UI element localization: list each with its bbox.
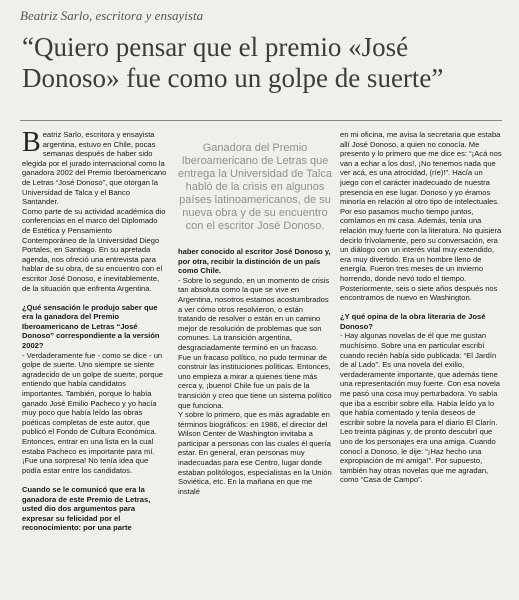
answer: - Verdaderamente fue - como se dice - un golpe de suerte. Uno siempre se siente agradecido de un golpe de suerte, porque entiendo que había candidatos importantes. También, porque lo había ganado José Emilio Pacheco y yo hacía muy poco que había leído las obras poéticas completas de este autor, que publicó el Fondo de Cultura Económica. Entonces, entrar en una lista en la cual estaba Pacheco es importante para mí. ¡Fue una sorpresa! No tenía idea que podía estar entre los candidatos. <box>22 350 164 475</box>
question-continued: haber conocido al escritor José Donoso y, por otra, recibir la distinción de un país como Chile. <box>178 247 331 276</box>
intro-paragraph <box>22 130 168 207</box>
column-2 <box>178 130 332 590</box>
answer: Y sobre lo primero, que es más agradable en términos biográficos: en 1986, el director del Wilson Center de Washington invitaba a participar a personas con las cuales él quería estar. En general, eran personas muy inadecuadas para ese Centro, lugar donde estaban politólogos, especialistas en la Unión Soviética, etc. En la mañana en que me instalé <box>178 410 332 496</box>
kicker: Beatriz Sarlo, escritora y ensayista <box>20 8 204 23</box>
drop-cap: B <box>22 130 41 158</box>
paragraph: Como parte de su actividad académica dio conferencias en el marco del Diplomado de Estética y Pensamiento Contemporáneo de la Universidad Diego Portales, en Santiago. En su apretada agenda, nos ofreció una entrevista para hablar de su obra, de su encuentro con el escritor José Donoso, e inevitablemente, de la situación que enfrenta Argentina. <box>22 206 166 293</box>
column-1 <box>22 130 168 590</box>
headline: “Quiero pensar que el premio «José Donoso» fue como un golpe de suerte” <box>22 32 444 93</box>
answer: - Hay algunas novelas de él que me gustan muchísimo. Sobre una en particular escribí cuando recién había sido publicada: “El Jardín de al Lado”. Es una novela del exilio, verdaderamente importante, que además tiene una representación muy fuerte. Con esa novela me pasó una cosa muy perturbadora. Yo sabía que iba a escribir sobre ella. Había leído ya lo que había comentado y tenía deseos de escribir sobre la novela para el diario El Clarín. Leo treinta páginas y, de pronto descubrí que uno de los personajes era una amiga. Cuando conocí a Donoso, le dije: “¡Haz hecho una expropiación de mi amiga!”. Por supuesto, también hay otras novelas que me agradan, como “Casa de Campo”. <box>340 331 500 485</box>
intro-text: eatriz Sarlo, escritora y ensayista argentina, estuvo en Chile, pocas semanas después de haber sido elegida por el jurado internacional como la ganadora 2002 del Premio Iberoamericano de Letras “José Donoso”, que otorgan la Universidad de Talca y el Banco Santander. <box>22 130 167 207</box>
question: ¿Qué sensación le produjo saber que era la ganadora del Premio Iberoamericano de Letras “José Donoso” correspondiente a la versión 2002? <box>22 302 160 351</box>
column-3 <box>340 130 502 590</box>
pull-quote: Ganadora del Premio Iberoamericano de Letras que entrega la Universidad de Talca habló de la crisis en algunos países latinoamericanos, de su nueva obra y de su encuentro con el escritor José Donoso. <box>178 142 332 232</box>
answer: - Sobre lo segundo, en un momento de crisis tan absoluta como la que se vive en Argentina, nosotros estamos acostumbrados a ver cómo otros resolvieron, o están tratando de resolver o están en un camino mejor de resolución de problemas que son comunes. La transición argentina, desgraciadamente terminó en un fracaso. Fue un fracaso político, no pudo terminar de construir las instituciones políticas. Entonces, uno empieza a mirar a quienes tiene más cerca y, ¡bueno! Chile fue un país de la transición y creo que tiene un sistema político que funciona. <box>178 275 332 410</box>
headline-rule <box>20 120 502 121</box>
question: ¿Y qué opina de la obra literaria de José Donoso? <box>340 312 486 331</box>
question: Cuando se le comunicó que era la ganadora de este Premio de Letras, usted dio dos argumentos para expresar su felicidad por el reconocimiento: por una parte <box>22 484 151 533</box>
paragraph: en mi oficina, me avisa la secretaria que estaba allí José Donoso, a quien no conocía. Me presento y lo primero que me dice es: “¡Acá nos van a echar a los dos!, ¡No tenemos nada que ver acá, es una atrocidad, (ríe)!”. Hacía un juego con el carácter inadecuado de nuestra presencia en ese lugar. Donoso y yo éramos minoría en relación al otro tipo de intelectuales. Por eso pasamos mucho tiempo juntos, comíamos en mi casa. Además, tenía una relación muy fuerte con la literatura. No quisiera decirlo frívolamente, pero su conversación, era un diálogo con un interés vital muy extendido, era muy divertido. Era un hombre lleno de energía. Fueron tres meses de un invierno horrendo, donde nevó todo el tiempo. Posteriormente, seis o siete años después nos encontramos de nuevo en Washington. <box>340 130 502 303</box>
